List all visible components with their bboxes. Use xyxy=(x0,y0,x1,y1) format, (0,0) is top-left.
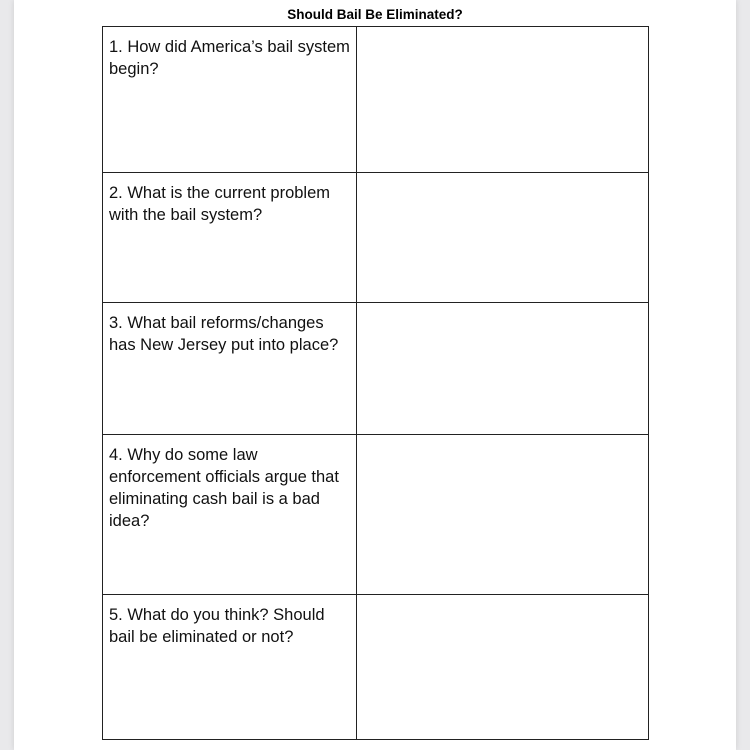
question-cell-2 xyxy=(103,173,357,303)
table-row xyxy=(103,594,649,739)
answer-cell-5[interactable] xyxy=(357,594,649,739)
question-cell-5 xyxy=(103,594,357,739)
table-row xyxy=(103,27,649,173)
question-table xyxy=(102,26,649,740)
question-text-2: 2. What is the current problem with the bail system? xyxy=(109,184,331,225)
question-text-1: 1. How did America’s bail system begin? xyxy=(109,38,350,78)
question-text-5: 5. What do you think? Should bail be eliminated or not? xyxy=(109,605,325,646)
question-cell-4 xyxy=(103,434,357,594)
question-text-3: 3. What bail reforms/changes has New Jersey put into place? xyxy=(109,314,339,355)
answer-cell-2[interactable] xyxy=(357,173,649,303)
table-row xyxy=(103,173,649,303)
question-text-4: 4. Why do some law enforcement officials argue that eliminating cash bail is a bad idea? xyxy=(109,445,339,530)
answer-cell-4[interactable] xyxy=(357,434,649,594)
answer-cell-3[interactable] xyxy=(357,303,649,434)
question-cell-3 xyxy=(103,303,357,434)
worksheet-title: Should Bail Be Eliminated? xyxy=(287,7,463,22)
answer-cell-1[interactable] xyxy=(357,27,649,173)
table-row xyxy=(103,303,649,434)
table-row xyxy=(103,434,649,594)
question-cell-1 xyxy=(103,27,357,173)
